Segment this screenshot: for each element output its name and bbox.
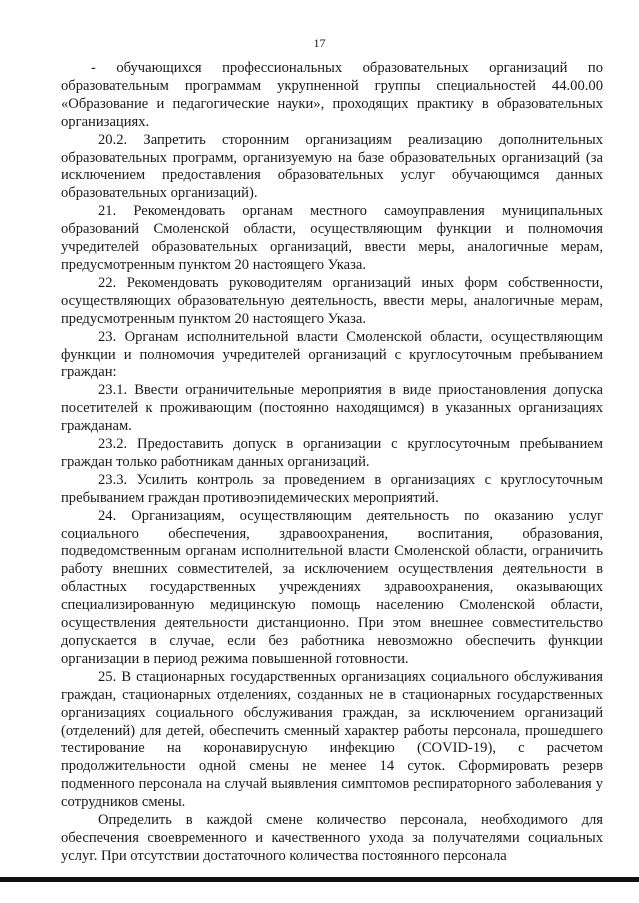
- paragraph-25-staffing: Определить в каждой смене количество персонала, необходимого для обеспечения своевременного и качественного ухода за получателями социальных услуг. При отсутствии достаточного количества постоянного персонала: [61, 812, 603, 864]
- paragraph-23: 23. Органам исполнительной власти Смоленской области, осуществляющим функции и полномочия учредителей организаций с круглосуточным пребыванием граждан:: [61, 328, 603, 381]
- paragraph-23-2: 23.2. Предоставить допуск в организации с круглосуточным пребыванием граждан только работникам данных организаций.: [61, 436, 603, 470]
- page-number: 17: [313, 36, 326, 50]
- paragraph-24: 24. Организациям, осуществляющим деятельность по оказанию услуг социального обеспечения, здравоохранения, воспитания, образования, подведомственным органам исполнительной власти Смоленской области, ограничить работу внешних совместителей, за исключением осуществления деятельности в областных государственных учреждениях здравоохранения, оказывающих специализированную медицинскую помощь населению Смоленской области, осуществления деятельности дистанционно. При этом внешнее совместительство допускается в случае, если без работника невозможно обеспечить функции организации в период режима повышенной готовности.: [61, 507, 603, 667]
- paragraph-25: 25. В стационарных государственных организациях социального обслуживания граждан, стационарных отделениях, созданных не в стационарных государственных организациях социального обслуживания граждан, за исключением организаций (отделений) для детей, обеспечить сменный характер работы персонала, прошедшего тестирование на коронавирусную инфекцию (COVID-19), с расчетом продолжительности одной смены не менее 14 суток. Сформировать резерв подменного персонала на случай выявления симптомов респираторного заболевания у сотрудников смены.: [61, 668, 603, 811]
- paragraph-21: 21. Рекомендовать органам местного самоуправления муниципальных образований Смоленской области, осуществляющим функции и полномочия учредителей образовательных организаций, ввести меры, аналогичные мерам, предусмотренным пунктом 20 настоящего Указа.: [61, 203, 603, 273]
- document-body: [61, 60, 603, 866]
- paragraph-23-3: 23.3. Усилить контроль за проведением в организациях с круглосуточным пребыванием граждан противоэпидемических мероприятий.: [61, 471, 603, 506]
- paragraph-22: 22. Рекомендовать руководителям организаций иных форм собственности, осуществляющих образовательную деятельность, ввести меры, аналогичные мерам, предусмотренным пунктом 20 настоящего Указа.: [61, 274, 603, 327]
- paragraph-20-2: 20.2. Запретить сторонним организациям реализацию дополнительных образовательных программ, организуемую на базе образовательных организаций (за исключением предоставления образовательных услуг обучающимся данных образовательных организаций).: [61, 131, 603, 202]
- paragraph-23-1: 23.1. Ввести ограничительные мероприятия в виде приостановления допуска посетителей к проживающим (постоянно находящимся) в указанных организациях гражданам.: [61, 382, 603, 435]
- scan-bottom-border: [0, 877, 639, 882]
- paragraph-students-practice: - обучающихся профессиональных образовательных организаций по образовательным программам укрупненной группы специальностей 44.00.00 «Образование и педагогические науки», проходящих практику в образовательных организациях.: [61, 60, 603, 130]
